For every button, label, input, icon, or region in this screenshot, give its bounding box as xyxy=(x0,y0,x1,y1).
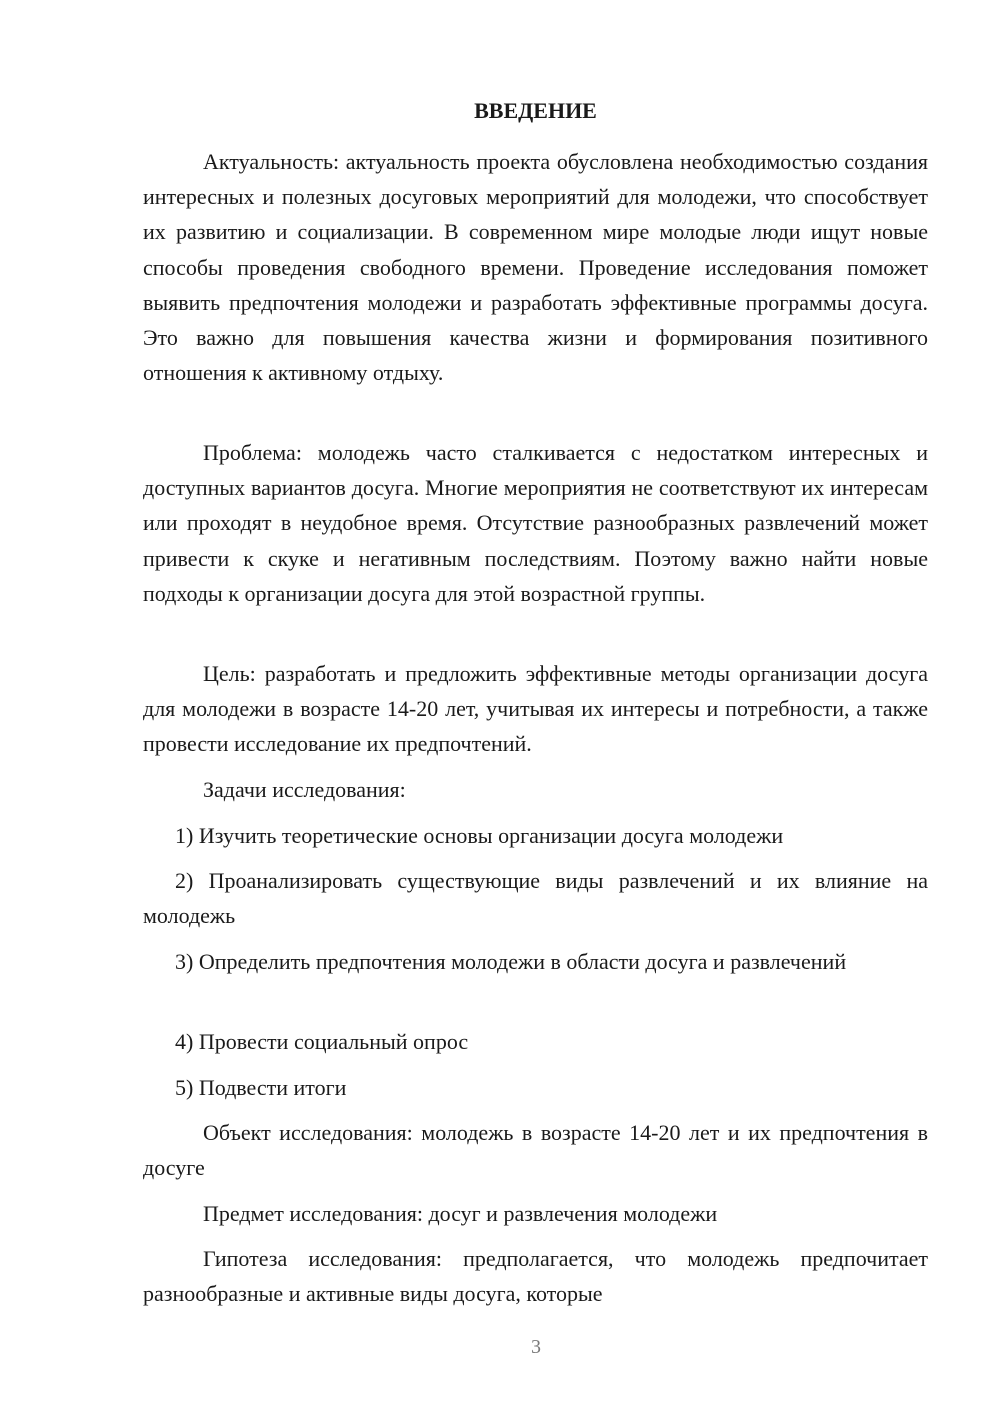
page-number: 3 xyxy=(531,1336,541,1358)
tasks-heading: Задачи исследования: xyxy=(203,777,406,802)
subject-paragraph: Предмет исследования: досуг и развлечения молодежи xyxy=(203,1201,718,1226)
object-paragraph: Объект исследования: молодежь в возрасте 14-20 лет и их предпочтения в досуге xyxy=(143,1120,928,1181)
goal-paragraph: Цель: разработать и предложить эффективные методы организации досуга для молодежи в возрасте 14-20 лет, учитывая их интересы и потребности, а также провести исследование их предпочтений. xyxy=(143,661,928,757)
task-item-5: 5) Подвести итоги xyxy=(175,1075,347,1100)
hypothesis-paragraph: Гипотеза исследования: предполагается, что молодежь предпочитает разнообразные и активные виды досуга, которые xyxy=(143,1246,928,1307)
task-item-3: 3) Определить предпочтения молодежи в области досуга и развлечений xyxy=(175,949,847,974)
problem-paragraph: Проблема: молодежь часто сталкивается с недостатком интересных и доступных вариантов досуга. Многие мероприятия не соответствуют их интересам или проходят в неудобное время. Отсутствие разнообразных развлечений может привести к скуке и негативным последствиям. Поэтому важно найти новые подходы к организации досуга для этой возрастной группы. xyxy=(143,440,928,606)
page-title: ВВЕДЕНИЕ xyxy=(474,98,597,123)
task-item-2: 2) Проанализировать существующие виды развлечений и их влияние на молодежь xyxy=(143,868,928,929)
task-item-4: 4) Провести социальный опрос xyxy=(175,1029,469,1054)
relevance-paragraph: Актуальность: актуальность проекта обусловлена необходимостью создания интересных и полезных досуговых мероприятий для молодежи, что способствует их развитию и социализации. В современном мире молодые люди ищут новые способы проведения свободного времени. Проведение исследования поможет выявить предпочтения молодежи и разработать эффективные программы досуга. Это важно для повышения качества жизни и формирования позитивного отношения к активному отдыху. xyxy=(143,149,928,386)
task-item-1: 1) Изучить теоретические основы организации досуга молодежи xyxy=(175,823,784,848)
